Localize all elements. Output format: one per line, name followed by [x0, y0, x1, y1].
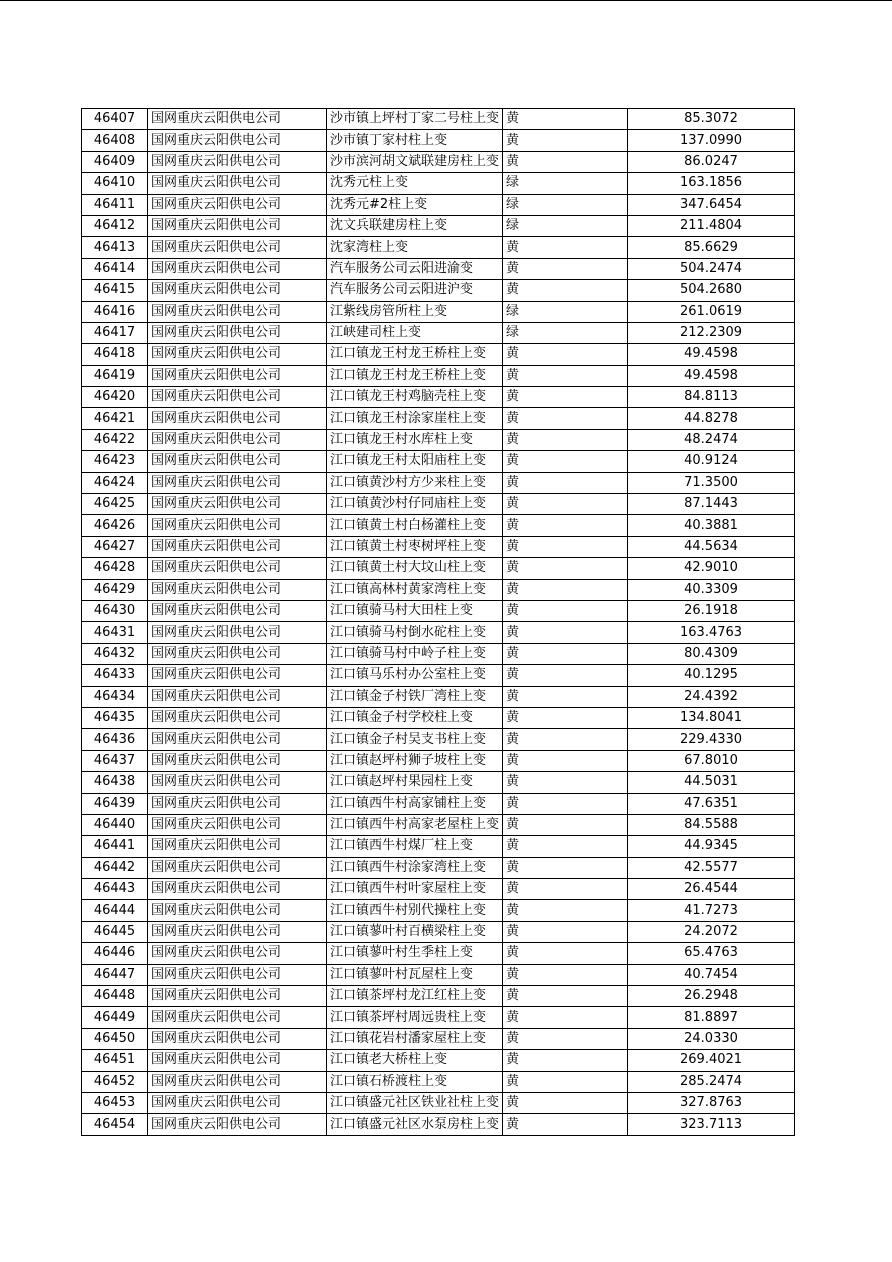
row-id-cell: 46447 — [82, 964, 148, 985]
company-cell: 国网重庆云阳供电公司 — [148, 622, 327, 643]
level-cell: 黄 — [503, 451, 628, 472]
company-cell: 国网重庆云阳供电公司 — [148, 429, 327, 450]
row-id-cell: 46431 — [82, 622, 148, 643]
value-cell: 40.3881 — [628, 515, 795, 536]
value-cell: 42.5577 — [628, 857, 795, 878]
level-cell: 绿 — [503, 173, 628, 194]
value-cell: 85.3072 — [628, 109, 795, 130]
company-cell: 国网重庆云阳供电公司 — [148, 130, 327, 151]
transformer-name-cell: 沈文兵联建房柱上变 — [327, 215, 503, 236]
table-row — [82, 772, 795, 793]
row-id-cell: 46433 — [82, 665, 148, 686]
level-cell: 黄 — [503, 729, 628, 750]
level-cell: 黄 — [503, 536, 628, 557]
value-cell: 323.7113 — [628, 1114, 795, 1135]
value-cell: 134.8041 — [628, 707, 795, 728]
row-id-cell: 46418 — [82, 344, 148, 365]
transformer-name-cell: 江口镇高林村黄家湾柱上变 — [327, 579, 503, 600]
company-cell: 国网重庆云阳供电公司 — [148, 1028, 327, 1049]
level-cell: 黄 — [503, 387, 628, 408]
level-cell: 黄 — [503, 793, 628, 814]
value-cell: 47.6351 — [628, 793, 795, 814]
level-cell: 黄 — [503, 643, 628, 664]
transformer-name-cell: 江口镇花岩村潘家屋柱上变 — [327, 1028, 503, 1049]
row-id-cell: 46411 — [82, 194, 148, 215]
value-cell: 84.5588 — [628, 814, 795, 835]
value-cell: 504.2474 — [628, 258, 795, 279]
company-cell: 国网重庆云阳供电公司 — [148, 707, 327, 728]
row-id-cell: 46421 — [82, 408, 148, 429]
table-row — [82, 237, 795, 258]
level-cell: 黄 — [503, 258, 628, 279]
row-id-cell: 46444 — [82, 900, 148, 921]
company-cell: 国网重庆云阳供电公司 — [148, 365, 327, 386]
row-id-cell: 46439 — [82, 793, 148, 814]
level-cell: 黄 — [503, 964, 628, 985]
table-row — [82, 408, 795, 429]
company-cell: 国网重庆云阳供电公司 — [148, 472, 327, 493]
company-cell: 国网重庆云阳供电公司 — [148, 986, 327, 1007]
company-cell: 国网重庆云阳供电公司 — [148, 836, 327, 857]
table-row — [82, 322, 795, 343]
value-cell: 86.0247 — [628, 151, 795, 172]
table-row — [82, 387, 795, 408]
transformer-name-cell: 江口镇黄土村白杨灌柱上变 — [327, 515, 503, 536]
value-cell: 85.6629 — [628, 237, 795, 258]
company-cell: 国网重庆云阳供电公司 — [148, 173, 327, 194]
company-cell: 国网重庆云阳供电公司 — [148, 280, 327, 301]
company-cell: 国网重庆云阳供电公司 — [148, 322, 327, 343]
row-id-cell: 46440 — [82, 814, 148, 835]
transformer-name-cell: 江口镇黄土村枣树坪柱上变 — [327, 536, 503, 557]
company-cell: 国网重庆云阳供电公司 — [148, 494, 327, 515]
level-cell: 黄 — [503, 814, 628, 835]
table-row — [82, 429, 795, 450]
value-cell: 504.2680 — [628, 280, 795, 301]
transformer-name-cell: 江紫线房管所柱上变 — [327, 301, 503, 322]
company-cell: 国网重庆云阳供电公司 — [148, 1071, 327, 1092]
level-cell: 黄 — [503, 686, 628, 707]
level-cell: 黄 — [503, 344, 628, 365]
value-cell: 40.9124 — [628, 451, 795, 472]
company-cell: 国网重庆云阳供电公司 — [148, 793, 327, 814]
level-cell: 黄 — [503, 280, 628, 301]
transformer-name-cell: 沙市镇上坪村丁家二号柱上变 — [327, 109, 503, 130]
value-cell: 84.8113 — [628, 387, 795, 408]
transformer-name-cell: 江口镇金子村铁厂湾柱上变 — [327, 686, 503, 707]
transformer-name-cell: 江口镇黄沙村方少来柱上变 — [327, 472, 503, 493]
value-cell: 49.4598 — [628, 344, 795, 365]
value-cell: 347.6454 — [628, 194, 795, 215]
row-id-cell: 46441 — [82, 836, 148, 857]
row-id-cell: 46452 — [82, 1071, 148, 1092]
row-id-cell: 46410 — [82, 173, 148, 194]
level-cell: 黄 — [503, 494, 628, 515]
company-cell: 国网重庆云阳供电公司 — [148, 109, 327, 130]
transformer-name-cell: 江峡建司柱上变 — [327, 322, 503, 343]
level-cell: 黄 — [503, 130, 628, 151]
row-id-cell: 46408 — [82, 130, 148, 151]
level-cell: 黄 — [503, 429, 628, 450]
company-cell: 国网重庆云阳供电公司 — [148, 643, 327, 664]
table-row — [82, 665, 795, 686]
transformer-name-cell: 沙市滨河胡文斌联建房柱上变 — [327, 151, 503, 172]
table-row — [82, 536, 795, 557]
row-id-cell: 46422 — [82, 429, 148, 450]
level-cell: 绿 — [503, 322, 628, 343]
table-row — [82, 622, 795, 643]
row-id-cell: 46442 — [82, 857, 148, 878]
row-id-cell: 46451 — [82, 1050, 148, 1071]
row-id-cell: 46446 — [82, 943, 148, 964]
row-id-cell: 46443 — [82, 879, 148, 900]
table-row — [82, 1007, 795, 1028]
company-cell: 国网重庆云阳供电公司 — [148, 558, 327, 579]
row-id-cell: 46434 — [82, 686, 148, 707]
value-cell: 41.7273 — [628, 900, 795, 921]
company-cell: 国网重庆云阳供电公司 — [148, 879, 327, 900]
transformer-name-cell: 江口镇盛元社区水泵房柱上变 — [327, 1114, 503, 1135]
table-row — [82, 109, 795, 130]
level-cell: 黄 — [503, 943, 628, 964]
row-id-cell: 46409 — [82, 151, 148, 172]
level-cell: 黄 — [503, 151, 628, 172]
row-id-cell: 46445 — [82, 921, 148, 942]
value-cell: 40.7454 — [628, 964, 795, 985]
table-row — [82, 686, 795, 707]
table-row — [82, 879, 795, 900]
level-cell: 黄 — [503, 879, 628, 900]
value-cell: 49.4598 — [628, 365, 795, 386]
value-cell: 42.9010 — [628, 558, 795, 579]
transformer-name-cell: 江口镇骑马村倒水砣柱上变 — [327, 622, 503, 643]
table-row — [82, 173, 795, 194]
value-cell: 269.4021 — [628, 1050, 795, 1071]
level-cell: 绿 — [503, 194, 628, 215]
row-id-cell: 46424 — [82, 472, 148, 493]
transformer-name-cell: 江口镇马乐村办公室柱上变 — [327, 665, 503, 686]
level-cell: 黄 — [503, 622, 628, 643]
value-cell: 261.0619 — [628, 301, 795, 322]
transformer-name-cell: 江口镇黄土村大坟山柱上变 — [327, 558, 503, 579]
value-cell: 81.8897 — [628, 1007, 795, 1028]
value-cell: 44.9345 — [628, 836, 795, 857]
row-id-cell: 46419 — [82, 365, 148, 386]
company-cell: 国网重庆云阳供电公司 — [148, 301, 327, 322]
value-cell: 40.3309 — [628, 579, 795, 600]
level-cell: 黄 — [503, 408, 628, 429]
level-cell: 黄 — [503, 237, 628, 258]
row-id-cell: 46428 — [82, 558, 148, 579]
table-row — [82, 151, 795, 172]
transformer-name-cell: 江口镇蓼叶村生季柱上变 — [327, 943, 503, 964]
table-row — [82, 280, 795, 301]
table-row — [82, 194, 795, 215]
page-top-border — [0, 0, 892, 1]
row-id-cell: 46413 — [82, 237, 148, 258]
level-cell: 黄 — [503, 1092, 628, 1113]
table-row — [82, 707, 795, 728]
level-cell: 黄 — [503, 600, 628, 621]
value-cell: 24.4392 — [628, 686, 795, 707]
row-id-cell: 46420 — [82, 387, 148, 408]
transformer-name-cell: 江口镇龙王村太阳庙柱上变 — [327, 451, 503, 472]
transformer-name-cell: 江口镇西牛村煤厂柱上变 — [327, 836, 503, 857]
row-id-cell: 46449 — [82, 1007, 148, 1028]
level-cell: 黄 — [503, 1050, 628, 1071]
level-cell: 绿 — [503, 301, 628, 322]
value-cell: 26.4544 — [628, 879, 795, 900]
value-cell: 24.2072 — [628, 921, 795, 942]
value-cell: 48.2474 — [628, 429, 795, 450]
row-id-cell: 46423 — [82, 451, 148, 472]
company-cell: 国网重庆云阳供电公司 — [148, 729, 327, 750]
transformer-name-cell: 江口镇西牛村高家铺柱上变 — [327, 793, 503, 814]
company-cell: 国网重庆云阳供电公司 — [148, 1050, 327, 1071]
table-row — [82, 921, 795, 942]
table-row — [82, 900, 795, 921]
level-cell: 黄 — [503, 558, 628, 579]
table-row — [82, 1028, 795, 1049]
value-cell: 327.8763 — [628, 1092, 795, 1113]
transformer-name-cell: 沈秀元#2柱上变 — [327, 194, 503, 215]
transformer-name-cell: 江口镇老大桥柱上变 — [327, 1050, 503, 1071]
level-cell: 黄 — [503, 836, 628, 857]
transformer-name-cell: 江口镇龙王村鸡脑壳柱上变 — [327, 387, 503, 408]
level-cell: 绿 — [503, 215, 628, 236]
level-cell: 黄 — [503, 900, 628, 921]
table-row — [82, 1114, 795, 1135]
table-row — [82, 643, 795, 664]
row-id-cell: 46435 — [82, 707, 148, 728]
table-row — [82, 986, 795, 1007]
transformer-name-cell: 江口镇骑马村大田柱上变 — [327, 600, 503, 621]
value-cell: 44.5634 — [628, 536, 795, 557]
value-cell: 87.1443 — [628, 494, 795, 515]
level-cell: 黄 — [503, 1028, 628, 1049]
company-cell: 国网重庆云阳供电公司 — [148, 665, 327, 686]
table-row — [82, 964, 795, 985]
row-id-cell: 46426 — [82, 515, 148, 536]
level-cell: 黄 — [503, 1114, 628, 1135]
table-row — [82, 130, 795, 151]
table-row — [82, 472, 795, 493]
transformer-name-cell: 汽车服务公司云阳进沪变 — [327, 280, 503, 301]
company-cell: 国网重庆云阳供电公司 — [148, 579, 327, 600]
table-row — [82, 301, 795, 322]
transformer-name-cell: 江口镇盛元社区铁业社柱上变 — [327, 1092, 503, 1113]
transformer-name-cell: 江口镇蓼叶村百横梁柱上变 — [327, 921, 503, 942]
company-cell: 国网重庆云阳供电公司 — [148, 515, 327, 536]
company-cell: 国网重庆云阳供电公司 — [148, 536, 327, 557]
company-cell: 国网重庆云阳供电公司 — [148, 772, 327, 793]
value-cell: 163.4763 — [628, 622, 795, 643]
level-cell: 黄 — [503, 986, 628, 1007]
value-cell: 229.4330 — [628, 729, 795, 750]
value-cell: 26.1918 — [628, 600, 795, 621]
table-row — [82, 857, 795, 878]
row-id-cell: 46448 — [82, 986, 148, 1007]
transformer-name-cell: 江口镇茶坪村龙江红柱上变 — [327, 986, 503, 1007]
transformer-name-cell: 江口镇龙王村水库柱上变 — [327, 429, 503, 450]
table-row — [82, 1092, 795, 1113]
value-cell: 44.5031 — [628, 772, 795, 793]
transformer-name-cell: 汽车服务公司云阳进渝变 — [327, 258, 503, 279]
level-cell: 黄 — [503, 1007, 628, 1028]
level-cell: 黄 — [503, 472, 628, 493]
level-cell: 黄 — [503, 921, 628, 942]
level-cell: 黄 — [503, 707, 628, 728]
transformer-name-cell: 江口镇西牛村涂家湾柱上变 — [327, 857, 503, 878]
company-cell: 国网重庆云阳供电公司 — [148, 258, 327, 279]
transformer-name-cell: 江口镇黄沙村仔同庙柱上变 — [327, 494, 503, 515]
row-id-cell: 46425 — [82, 494, 148, 515]
table-row — [82, 258, 795, 279]
company-cell: 国网重庆云阳供电公司 — [148, 964, 327, 985]
value-cell: 67.8010 — [628, 750, 795, 771]
row-id-cell: 46453 — [82, 1092, 148, 1113]
transformer-name-cell: 江口镇金子村学校柱上变 — [327, 707, 503, 728]
company-cell: 国网重庆云阳供电公司 — [148, 387, 327, 408]
company-cell: 国网重庆云阳供电公司 — [148, 1092, 327, 1113]
row-id-cell: 46430 — [82, 600, 148, 621]
transformer-name-cell: 江口镇金子村吴支书柱上变 — [327, 729, 503, 750]
table-row — [82, 1050, 795, 1071]
table-row — [82, 579, 795, 600]
row-id-cell: 46412 — [82, 215, 148, 236]
transformer-name-cell: 江口镇龙王村涂家崖柱上变 — [327, 408, 503, 429]
level-cell: 黄 — [503, 515, 628, 536]
row-id-cell: 46429 — [82, 579, 148, 600]
value-cell: 40.1295 — [628, 665, 795, 686]
table-row — [82, 451, 795, 472]
company-cell: 国网重庆云阳供电公司 — [148, 921, 327, 942]
level-cell: 黄 — [503, 579, 628, 600]
value-cell: 80.4309 — [628, 643, 795, 664]
transformer-name-cell: 江口镇骑马村中岭子柱上变 — [327, 643, 503, 664]
company-cell: 国网重庆云阳供电公司 — [148, 215, 327, 236]
transformer-name-cell: 江口镇蓼叶村瓦屋柱上变 — [327, 964, 503, 985]
value-cell: 211.4804 — [628, 215, 795, 236]
table-body — [82, 109, 795, 1136]
row-id-cell: 46437 — [82, 750, 148, 771]
value-cell: 163.1856 — [628, 173, 795, 194]
row-id-cell: 46450 — [82, 1028, 148, 1049]
value-cell: 71.3500 — [628, 472, 795, 493]
table-row — [82, 215, 795, 236]
company-cell: 国网重庆云阳供电公司 — [148, 1007, 327, 1028]
transformer-name-cell: 江口镇赵坪村果园柱上变 — [327, 772, 503, 793]
company-cell: 国网重庆云阳供电公司 — [148, 943, 327, 964]
value-cell: 137.0990 — [628, 130, 795, 151]
company-cell: 国网重庆云阳供电公司 — [148, 408, 327, 429]
transformer-name-cell: 江口镇西牛村叶家屋柱上变 — [327, 879, 503, 900]
company-cell: 国网重庆云阳供电公司 — [148, 1114, 327, 1135]
table-row — [82, 558, 795, 579]
table-row — [82, 494, 795, 515]
level-cell: 黄 — [503, 750, 628, 771]
level-cell: 黄 — [503, 772, 628, 793]
value-cell: 24.0330 — [628, 1028, 795, 1049]
table-row — [82, 750, 795, 771]
row-id-cell: 46427 — [82, 536, 148, 557]
row-id-cell: 46407 — [82, 109, 148, 130]
table-row — [82, 365, 795, 386]
value-cell: 212.2309 — [628, 322, 795, 343]
transformer-name-cell: 沈秀元柱上变 — [327, 173, 503, 194]
table-row — [82, 729, 795, 750]
row-id-cell: 46416 — [82, 301, 148, 322]
level-cell: 黄 — [503, 365, 628, 386]
transformer-table — [81, 108, 795, 1136]
table-row — [82, 814, 795, 835]
value-cell: 65.4763 — [628, 943, 795, 964]
row-id-cell: 46436 — [82, 729, 148, 750]
company-cell: 国网重庆云阳供电公司 — [148, 750, 327, 771]
row-id-cell: 46438 — [82, 772, 148, 793]
company-cell: 国网重庆云阳供电公司 — [148, 151, 327, 172]
company-cell: 国网重庆云阳供电公司 — [148, 857, 327, 878]
value-cell: 26.2948 — [628, 986, 795, 1007]
table-row — [82, 943, 795, 964]
transformer-name-cell: 沈家湾柱上变 — [327, 237, 503, 258]
company-cell: 国网重庆云阳供电公司 — [148, 237, 327, 258]
table-row — [82, 515, 795, 536]
company-cell: 国网重庆云阳供电公司 — [148, 194, 327, 215]
transformer-name-cell: 江口镇龙王村龙王桥柱上变 — [327, 365, 503, 386]
table-row — [82, 600, 795, 621]
row-id-cell: 46454 — [82, 1114, 148, 1135]
company-cell: 国网重庆云阳供电公司 — [148, 344, 327, 365]
company-cell: 国网重庆云阳供电公司 — [148, 686, 327, 707]
transformer-name-cell: 江口镇西牛村高家老屋柱上变 — [327, 814, 503, 835]
level-cell: 黄 — [503, 1071, 628, 1092]
table-row — [82, 836, 795, 857]
table-row — [82, 793, 795, 814]
row-id-cell: 46415 — [82, 280, 148, 301]
company-cell: 国网重庆云阳供电公司 — [148, 900, 327, 921]
table-row — [82, 344, 795, 365]
row-id-cell: 46432 — [82, 643, 148, 664]
table-row — [82, 1071, 795, 1092]
transformer-name-cell: 江口镇龙王村龙王桥柱上变 — [327, 344, 503, 365]
company-cell: 国网重庆云阳供电公司 — [148, 600, 327, 621]
company-cell: 国网重庆云阳供电公司 — [148, 451, 327, 472]
value-cell: 44.8278 — [628, 408, 795, 429]
level-cell: 黄 — [503, 857, 628, 878]
transformer-name-cell: 江口镇石桥渡柱上变 — [327, 1071, 503, 1092]
level-cell: 黄 — [503, 665, 628, 686]
row-id-cell: 46414 — [82, 258, 148, 279]
level-cell: 黄 — [503, 109, 628, 130]
transformer-name-cell: 江口镇茶坪村周远贵柱上变 — [327, 1007, 503, 1028]
value-cell: 285.2474 — [628, 1071, 795, 1092]
row-id-cell: 46417 — [82, 322, 148, 343]
transformer-name-cell: 江口镇西牛村别代操柱上变 — [327, 900, 503, 921]
company-cell: 国网重庆云阳供电公司 — [148, 814, 327, 835]
transformer-name-cell: 沙市镇丁家村柱上变 — [327, 130, 503, 151]
transformer-name-cell: 江口镇赵坪村狮子坡柱上变 — [327, 750, 503, 771]
